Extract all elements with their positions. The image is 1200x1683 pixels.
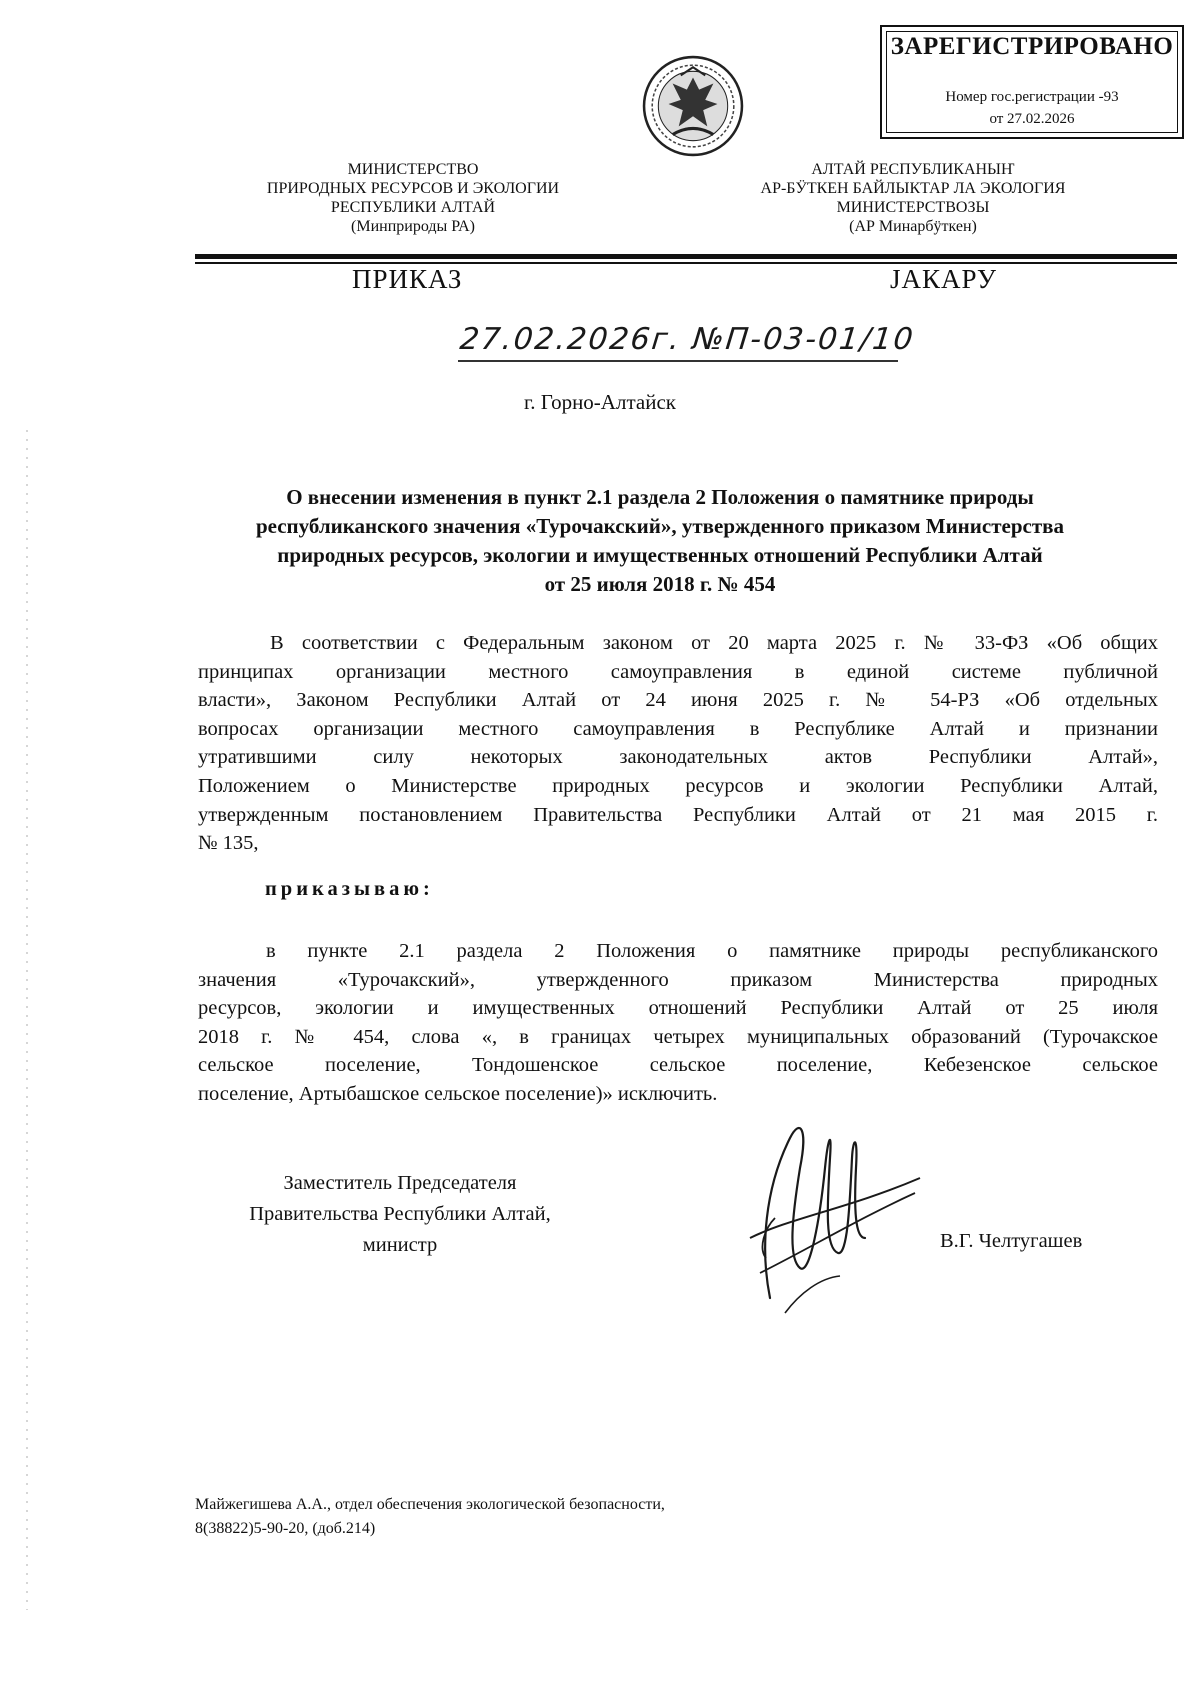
stamp-reg-date: от 27.02.2026	[989, 111, 1075, 127]
title-line: республиканского значения «Турочакский», утвержденного приказом Министерства	[255, 514, 1064, 538]
header-left-line: (Минприроды РА)	[351, 218, 475, 235]
scan-margin-marks	[26, 430, 28, 1610]
signatory-position	[195, 1168, 605, 1261]
executor-contact	[195, 1493, 665, 1541]
footer-line: 8(38822)5-90-20, (доб.214)	[195, 1520, 376, 1537]
header-right-line: (АР Минарбӱткен)	[849, 218, 977, 235]
order-line: в пункте 2.1 раздела 2 Положения о памятнике природы республиканского	[266, 940, 1158, 962]
preamble-paragraph	[198, 629, 1158, 858]
position-line: министр	[362, 1234, 438, 1256]
position-line: Правительства Республики Алтай,	[249, 1203, 551, 1225]
document-title	[180, 483, 1140, 599]
title-line: от 25 июля 2018 г. № 454	[544, 572, 776, 596]
header-divider-thick	[195, 254, 1177, 259]
registration-stamp	[880, 25, 1184, 139]
city-line: г. Горно-Алтайск	[524, 390, 676, 414]
order-line: ресурсов, экологии и имущественных отношений Республики Алтай от 25 июля	[198, 997, 1158, 1020]
header-left-line: МИНИСТЕРСТВО	[347, 161, 479, 178]
ministry-name-altai	[718, 160, 1108, 236]
order-paragraph	[198, 937, 1158, 1109]
order-line: сельское поселение, Тондошенское сельское поселение, Кебезенское сельское	[198, 1054, 1158, 1077]
title-line: О внесении изменения в пункт 2.1 раздела 2 Положения о памятнике природы	[286, 485, 1034, 509]
header-right-line: АЛТАЙ РЕСПУБЛИКАНЫҤ	[811, 161, 1015, 178]
header-divider-thin	[195, 262, 1177, 264]
title-line: природных ресурсов, экологии и имущественных отношений Республики Алтай	[277, 543, 1043, 567]
order-heading-altai: ЈАКАРУ	[890, 264, 997, 294]
header-left-line: РЕСПУБЛИКИ АЛТАЙ	[330, 199, 496, 216]
header-right-line: МИНИСТЕРСТВОЗЫ	[836, 199, 990, 216]
header-left-line: ПРИРОДНЫХ РЕСУРСОВ И ЭКОЛОГИИ	[266, 180, 560, 197]
preamble-line: В соответствии с Федеральным законом от 20 марта 2025 г. № 33-ФЗ «Об общих	[270, 632, 1158, 654]
preamble-line: № 135,	[198, 832, 259, 855]
ministry-name-russian	[218, 160, 608, 236]
preamble-line: утвержденным постановлением Правительства Республики Алтай от 21 мая 2015 г.	[198, 803, 1158, 826]
order-line: 2018 г. № 454, слова «, в границах четырех муниципальных образований (Турочакское	[198, 1025, 1158, 1048]
preamble-line: Положением о Министерстве природных ресурсов и экологии Республики Алтай,	[198, 774, 1158, 797]
signatory-name: В.Г. Челтугашев	[940, 1230, 1083, 1252]
preamble-line: принципах организации местного самоуправления в единой системе публичной	[198, 660, 1158, 683]
stamp-title: ЗАРЕГИСТРИРОВАНО	[890, 33, 1174, 60]
order-number-underline	[458, 360, 898, 362]
footer-line: Майжегишева А.А., отдел обеспечения экологической безопасности,	[195, 1496, 665, 1513]
handwritten-order-number: 27.02.2026г. №П-03-01/10	[458, 322, 917, 357]
preamble-line: власти», Законом Республики Алтай от 24 июня 2025 г. № 54-РЗ «Об отдельных	[198, 689, 1158, 712]
position-line: Заместитель Председателя	[283, 1172, 517, 1194]
stamp-reg-number: Номер гос.регистрации -93	[945, 89, 1119, 105]
preamble-line: вопросах организации местного самоуправления в Республике Алтай и признании	[198, 717, 1158, 740]
order-heading-russian: ПРИКАЗ	[352, 264, 463, 294]
order-line: поселение, Артыбашское сельское поселение)» исключить.	[198, 1082, 718, 1105]
preamble-line: утратившими силу некоторых законодательных актов Республики Алтай»,	[198, 746, 1158, 769]
orders-word: приказываю:	[265, 878, 434, 900]
coat-of-arms-icon	[642, 55, 744, 157]
handwritten-signature-icon	[730, 1098, 930, 1328]
order-line: значения «Турочакский», утвержденного приказом Министерства природных	[198, 968, 1158, 991]
header-right-line: АР-БӰТКЕН БАЙЛЫКТАР ЛА ЭКОЛОГИЯ	[760, 180, 1066, 197]
